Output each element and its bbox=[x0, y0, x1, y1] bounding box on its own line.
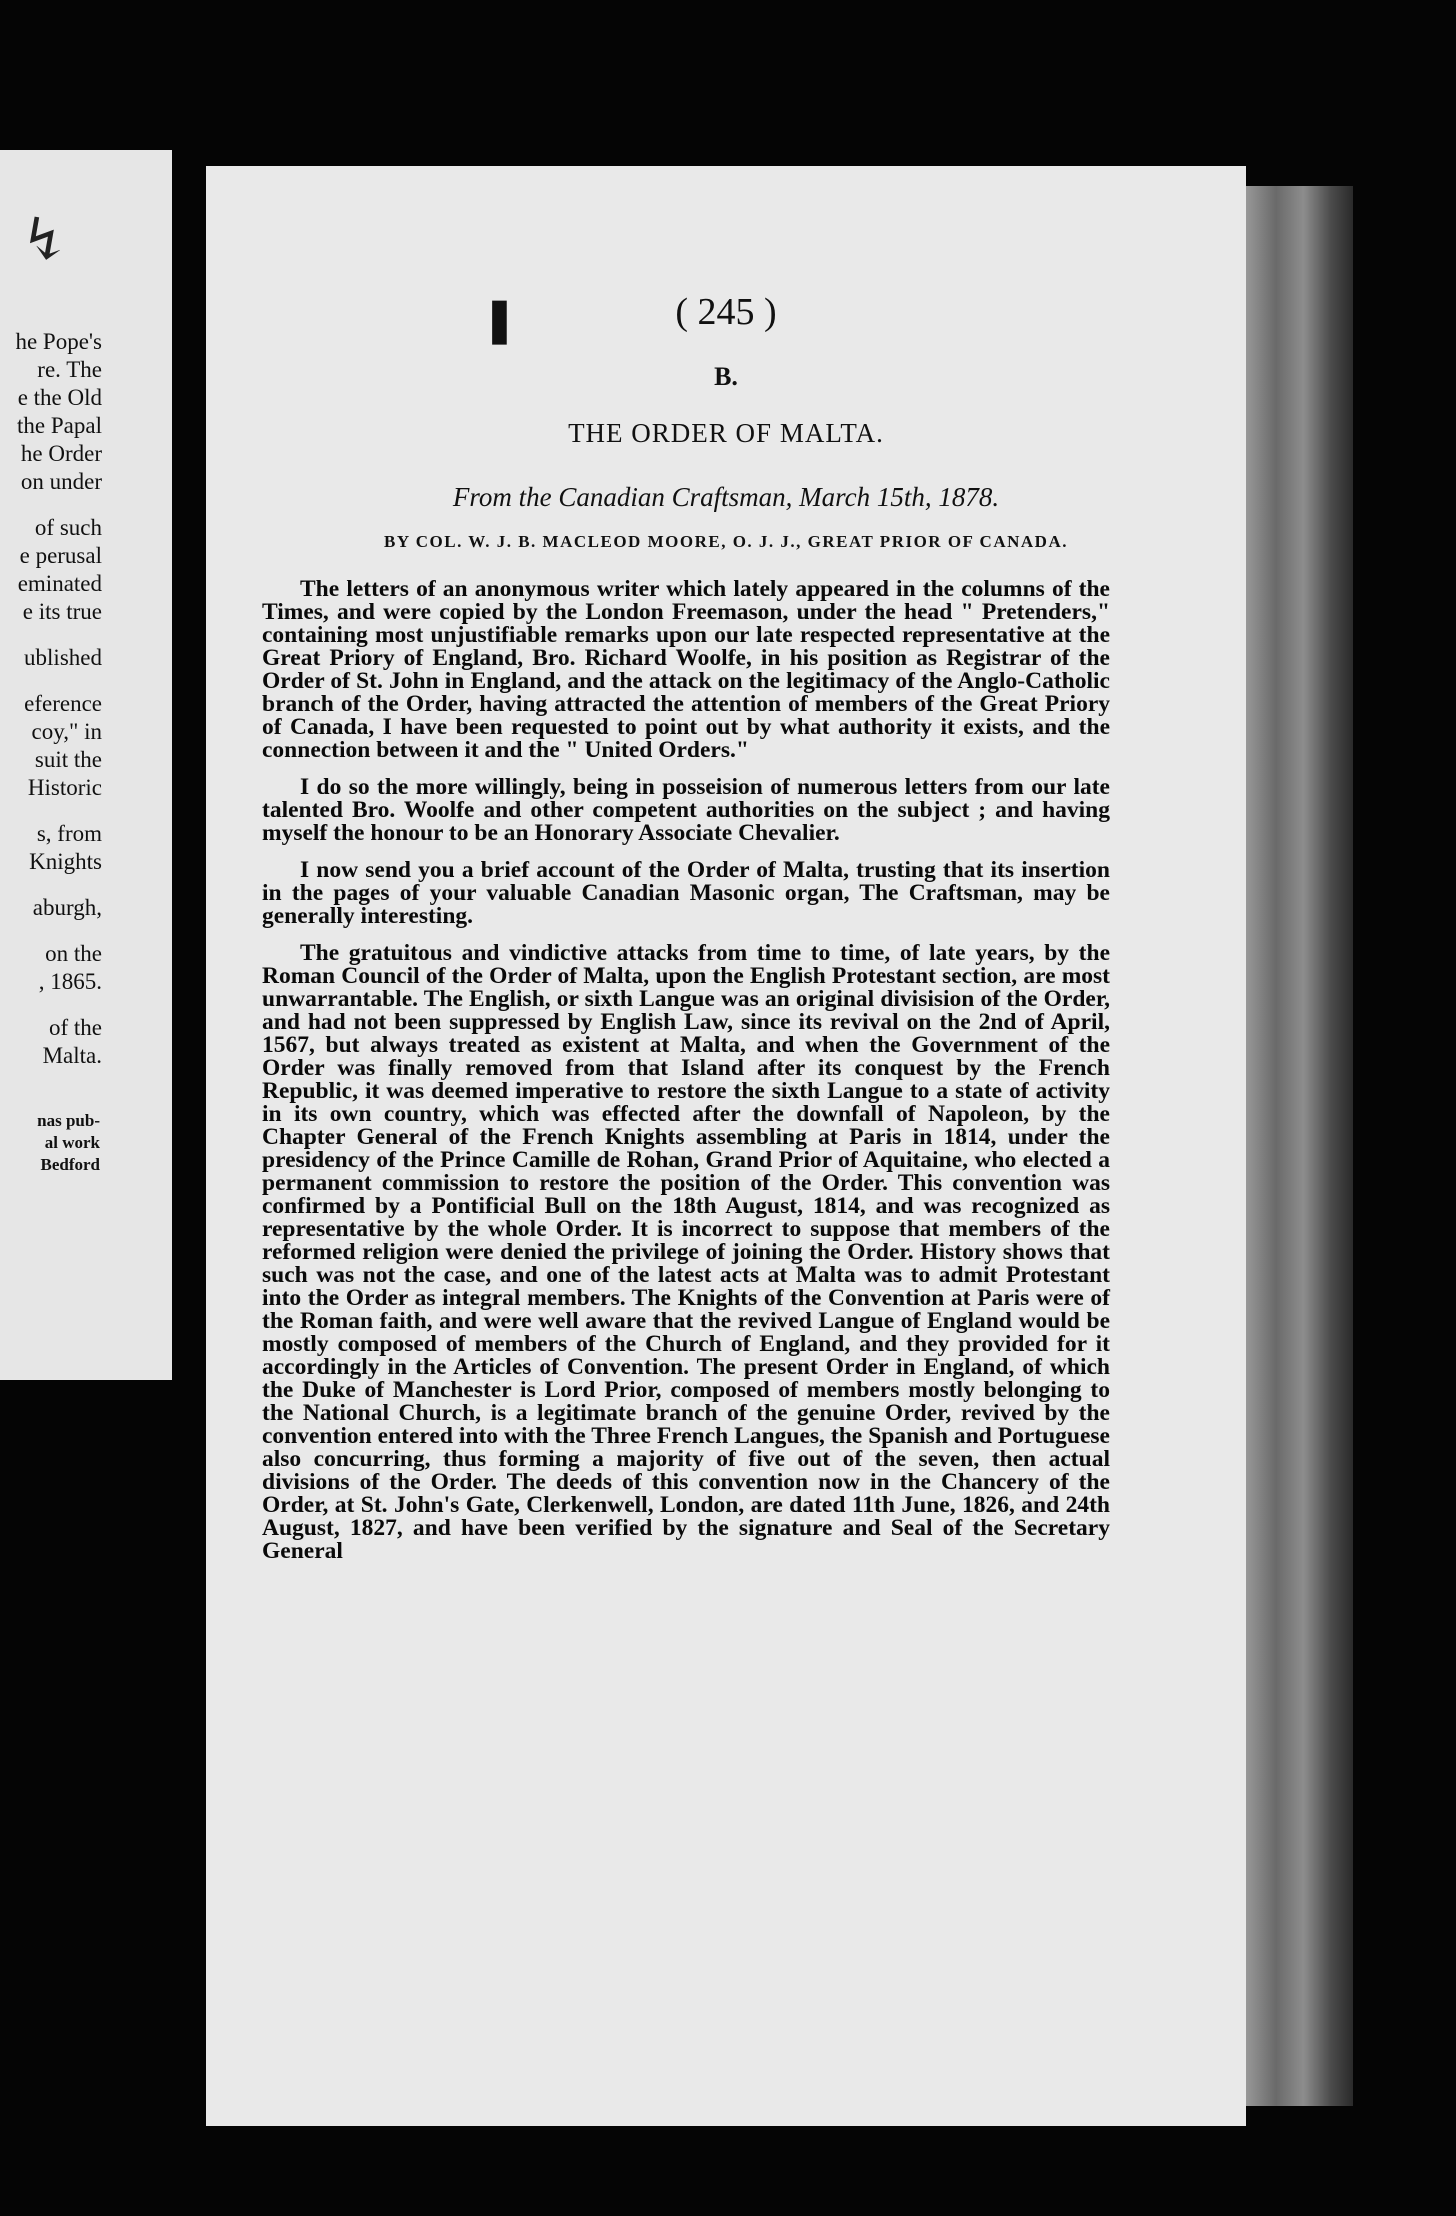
page-number: ( 245 ) bbox=[675, 291, 777, 333]
left-page-fragment: of such bbox=[34, 515, 102, 540]
left-page-fragment: the Papal bbox=[17, 413, 102, 438]
left-page-fragment: s, from bbox=[36, 821, 102, 846]
paragraph: I do so the more willingly, being in posseision of numerous letters from our late talented Bro. Woolfe and other competent authorities on the subject ; and having myself the honour to be an Honorary Associate Chevalier. bbox=[262, 774, 1110, 846]
left-page-fragment: suit the bbox=[34, 747, 102, 772]
left-page-fragment: coy," in bbox=[31, 719, 102, 744]
left-page-fragment: ublished bbox=[24, 645, 102, 670]
page-edge-shadow bbox=[1243, 186, 1353, 2106]
left-page-fragment: on the bbox=[45, 941, 102, 966]
left-page-fragment: e perusal bbox=[19, 543, 102, 568]
left-page-fragment: e its true bbox=[22, 599, 102, 624]
article-byline: BY COL. W. J. B. MACLEOD MOORE, O. J. J., GREAT PRIOR OF CANADA. bbox=[384, 532, 1068, 551]
left-page-fragment: he Pope's bbox=[15, 329, 102, 354]
left-page-fragment: Historic bbox=[27, 775, 102, 800]
left-page-fragment: eminated bbox=[17, 571, 102, 596]
left-page-fragment: aburgh, bbox=[32, 895, 102, 920]
document-page bbox=[206, 166, 1246, 2126]
left-page-fragment: nas pub- bbox=[37, 1111, 100, 1130]
left-page-fragment: Bedford bbox=[40, 1155, 100, 1174]
article-source: From the Canadian Craftsman, March 15th, 1878. bbox=[452, 482, 1000, 512]
facing-page-left bbox=[0, 150, 172, 1380]
paragraph: The gratuitous and vindictive attacks from time to time, of late years, by the Roman Council of the Order of Malta, upon the English Protestant section, are most unwarrantable. The English, or sixth Langue was an original divisision of the Order, and had not been suppressed by English Law, since its revival on the 2nd of April, 1567, but always treated as existent at Malta, and when the Government of the Order was finally removed from that Island after its conquest by the French Republic, it was deemed imperative to restore the sixth Langue to a state of activity in its own country, which was effected after the downfall of Napoleon, by the Chapter General of the French Knights assembling at Paris in 1814, under the presidency of the Prince Camille de Rohan, Grand Prior of Aquitaine, who elected a permanent commission to restore the position of the Order. This convention was confirmed by a Pontificial Bull on the 18th August, 1814, and was recognized as representative by the whole Order. It is incorrect to suppose that members of the reformed religion were denied the privilege of joining the Order. History shows that such was not the case, and one of the latest acts at Malta was to admit Protestant into the Order as integral members. The Knights of the Convention at Paris were of the Roman faith, and were well aware that the revived Langue of England would be mostly composed of members of the Church of England, and they provided for it accordingly in the Articles of Convention. The present Order in England, of which the Duke of Manchester is Lord Prior, composed of members mostly belonging to the National Church, is a legitimate branch of the genuine Order, revived by the convention entered into with the Three French Langues, the Spanish and Portuguese also concurring, thus forming a majority of five out of the seven, then actual divisions of the Order. The deeds of this convention now in the Chancery of the Order, at St. John's Gate, Clerkenwell, London, are dated 11th June, 1826, and 24th August, 1827, and have been verified by the signature and Seal of the Secretary General bbox=[262, 940, 1110, 1564]
ink-mark: ↯ bbox=[20, 207, 69, 272]
left-page-fragment: , 1865. bbox=[38, 969, 102, 994]
left-page-fragment: on under bbox=[20, 469, 102, 494]
stray-ink-mark: ❚ bbox=[481, 295, 518, 344]
article-title: THE ORDER OF MALTA. bbox=[568, 418, 884, 448]
paragraph: The letters of an anonymous writer which lately appeared in the columns of the Times, and were copied by the London Freemason, under the head " Pretenders," containing most unjustifiable remarks upon our late respected representative at the Great Priory of England, Bro. Richard Woolfe, in his position as Registrar of the Order of St. John in England, and the attack on the legitimacy of the Anglo-Catholic branch of the Order, having attracted the attention of members of the Great Priory of Canada, I have been requested to point out by what authority it exists, and the connection between it and the " United Orders." bbox=[262, 576, 1110, 763]
paragraph: I now send you a brief account of the Order of Malta, trusting that its insertion in the pages of your valuable Canadian Masonic organ, The Craftsman, may be generally interesting. bbox=[262, 857, 1110, 929]
left-page-fragment: he Order bbox=[20, 441, 102, 466]
left-page-fragment: Malta. bbox=[42, 1043, 102, 1068]
left-page-fragment: al work bbox=[44, 1133, 100, 1152]
left-page-fragment: eference bbox=[24, 691, 102, 716]
left-page-fragment: of the bbox=[48, 1015, 102, 1040]
article-body bbox=[262, 578, 1110, 1563]
left-page-fragment: e the Old bbox=[17, 385, 102, 410]
left-page-fragment: re. The bbox=[37, 357, 102, 382]
left-page-fragment: Knights bbox=[29, 849, 102, 874]
appendix-letter: B. bbox=[714, 362, 738, 391]
